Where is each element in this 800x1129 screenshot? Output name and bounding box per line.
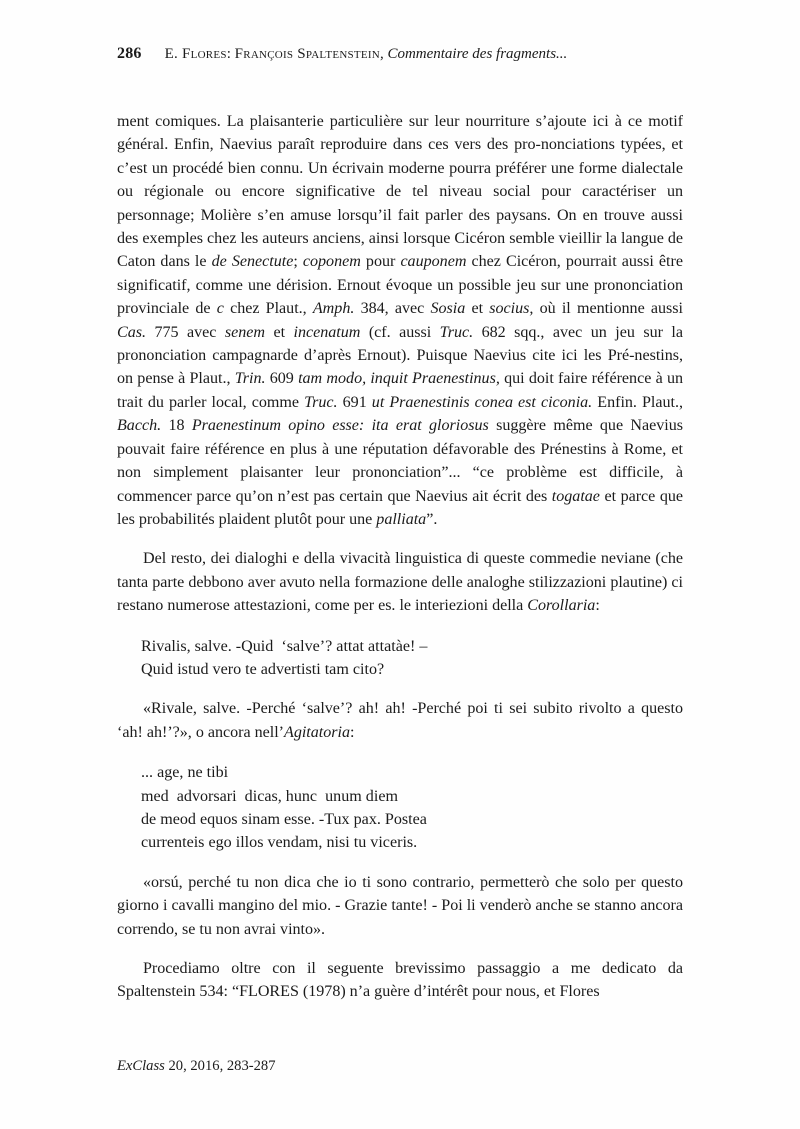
running-head-firstname: F	[234, 46, 244, 62]
paragraph-continuation: ment comiques. La plaisanterie particulière sur leur nourriture s’ajoute ici à ce motif général. Enfin, Naevius paraît reproduire dans ces vers des pro-nonciations typées, et c’est un procédé bien connu. Un écrivain moderne pourra préférer une forme dialectale ou régionale ou encore significative de tel niveau social pour caractériser un personnage; Molière s’en amuse lorsqu’il fait parler des paysans. On en trouve aussi des exemples chez les auteurs anciens, ainsi lorsque Cicéron semble vieillir la langue de Caton dans le de Senectute; coponem pour cauponem chez Cicéron, pourrait aussi être significatif, comme une dérision. Ernout évoque un possible jeu sur une prononciation provinciale de c chez Plaut., Amph. 384, avec Sosia et socius, où il mentionne aussi Cas. 775 avec senem et incenatum (cf. aussi Truc. 682 sqq., avec un jeu sur la prononciation campagnarde d’après Ernout). Puisque Naevius cite ici les Pré-nestins, on pense à Plaut., Trin. 609 tam modo, inquit Praenestinus, qui doit faire référence à un trait du parler local, comme Truc. 691 ut Praenestinis conea est ciconia. Enfin. Plaut., Bacch. 18 Praenestinum opino esse: ita erat gloriosus suggère même que Naevius pouvait faire référence en plus à une réputation défavorable des Prénestins à Rome, et non simplement plaisanter leur prononciation”... “ce problème est difficile, à commencer parce qu’on n’est pas certain que Naevius ait écrit des togatae et parce que les probabilités plaident plutôt pour une palliata”.	[117, 113, 684, 528]
paragraph-final: Procediamo oltre con il seguente brevissimo passaggio a me dedicato da Spaltenstein 534: “FLORES (1978) n’a guère d’intérêt pour nous, et Flores	[117, 960, 683, 1001]
verse-block-corollaria	[117, 635, 683, 682]
verse-line: ... age, ne tibi	[141, 764, 229, 782]
paragraph-translation-1: «Rivale, salve. -Perché ‘salve’? ah! ah! -Perché poi ti sei subito rivolto a questo ‘ah! ah!’?», o ancora nell’Agitatoria:	[117, 700, 683, 741]
verse-block-agitatoria	[117, 761, 683, 855]
running-head-author-rest: lores	[190, 46, 227, 62]
verse-line: de meod equos sinam esse. -Tux pax. Postea	[141, 810, 427, 828]
page-number: 286	[117, 45, 142, 62]
paragraph-translation-2: «orsú, perché tu non dica che io ti sono contrario, permetterò che solo per questo giorno i cavalli mangino del mio. - Grazie tante! - Poi li venderò anche se stanno ancora correndo, se tu non avrai vinto».	[117, 873, 683, 938]
verse-line: Rivalis, salve. -Quid ‘salve’? attat attatàe! –	[141, 637, 428, 655]
paragraph-italian-intro: Del resto, dei dialoghi e della vivacità linguistica di queste commedie neviane (che tanta parte debbono aver avuto nella formazione delle analoghe stilizzazioni plautine) ci restano numerose attestazioni, come per es. le interiezioni della Corollaria:	[117, 550, 683, 615]
text-column	[117, 110, 683, 1004]
page-footer	[117, 1056, 276, 1076]
running-head-colon: :	[226, 46, 235, 62]
journal-citation: 20, 2016, 283-287	[164, 1058, 276, 1074]
journal-name: ExClass	[117, 1058, 165, 1074]
verse-line: currenteis ego illos vendam, nisi tu viceris.	[141, 834, 418, 852]
running-head-work-title: Commentaire des fragments...	[387, 46, 568, 62]
verse-line: med advorsari dicas, hunc unum diem	[141, 787, 398, 805]
verse-line: Quid istud vero te advertisti tam cito?	[141, 660, 385, 678]
running-head-surname: S	[293, 46, 306, 62]
running-head-comma: ,	[379, 46, 388, 62]
running-head-title	[165, 46, 568, 62]
running-head-firstname-rest: rançois	[243, 46, 294, 62]
running-head-author: E. F	[164, 46, 191, 62]
running-head-surname-rest: paltenstein	[305, 46, 380, 62]
running-head	[117, 44, 683, 64]
